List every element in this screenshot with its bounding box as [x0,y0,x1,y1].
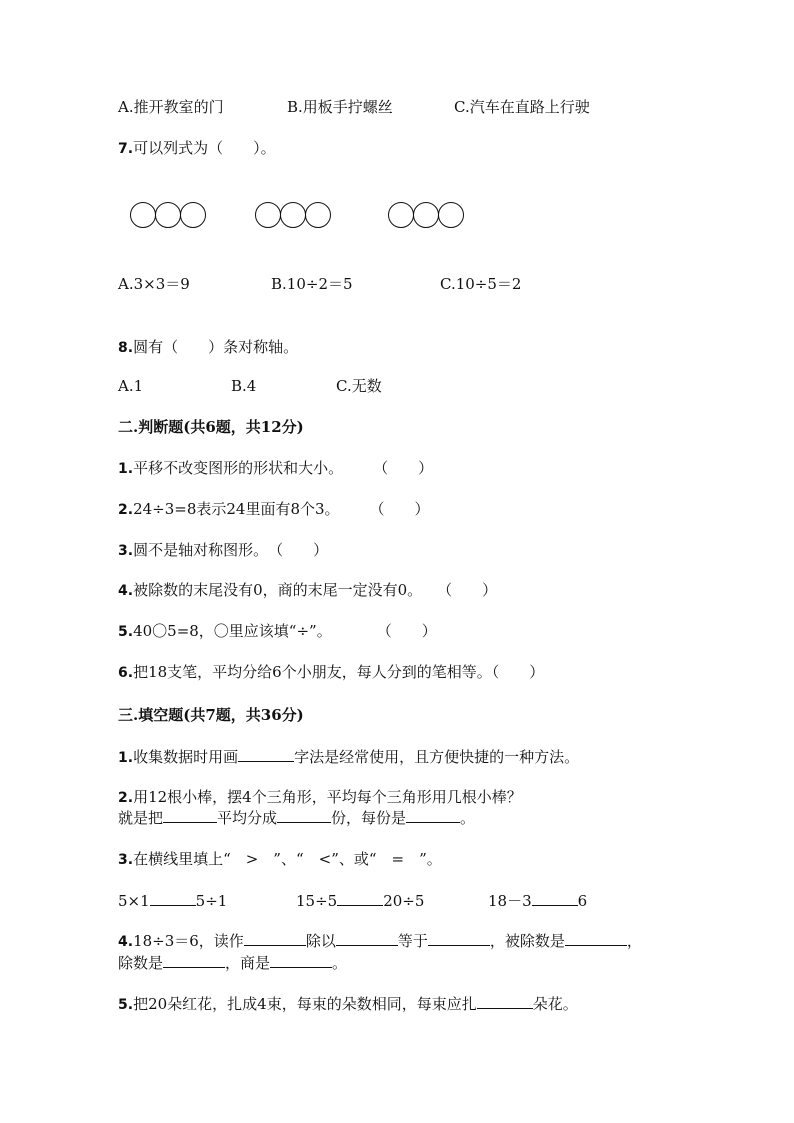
question-text: 圆有（ ）条对称轴。 [133,338,299,356]
compare-item-3 [488,891,587,911]
answer-blank[interactable] [270,953,332,968]
question-number: 1. [118,750,134,766]
answer-blank[interactable] [337,891,383,906]
question-number: 3. [118,852,134,868]
question-number: 4. [118,583,134,599]
question-number: 8. [118,340,134,356]
question-number: 3. [118,543,134,559]
expression-right: 20÷5 [383,892,425,910]
expression-left: 15÷5 [296,892,338,910]
fill-item-2-line2 [118,808,475,828]
judge-item-3 [118,540,328,561]
answer-blank[interactable] [428,931,490,946]
q7-option-c: C.10÷5＝2 [440,275,522,293]
expression-left: 5×1 [118,892,150,910]
question-text: 收集数据时用画 [133,748,239,766]
question-number: 5. [118,624,134,640]
section-heading-judge: 二.判断题(共6题，共12分) [118,418,304,436]
question-text: 等于 [397,932,428,950]
expression-right: 6 [577,892,588,910]
question-text: 朵花。 [532,995,578,1013]
question-text: 被除数的末尾没有0，商的末尾一定没有0。 （ ） [133,581,498,599]
question-text: 除以 [305,932,336,950]
q8-option-c: C.无数 [336,377,382,395]
question-text: 字法是经常使用，且方便快捷的一种方法。 [294,748,580,766]
question-text: 在横线里填上“ > ”、“ <”、或“ = ”。 [133,850,442,868]
compare-item-2 [296,891,424,911]
circle-shape [388,202,414,228]
answer-blank[interactable] [244,931,306,946]
question-text: 把20朵红花，扎成4束，每束的朵数相同，每束应扎 [133,995,477,1013]
q7-option-b: B.10÷2＝5 [271,275,353,293]
circle-shape [180,202,206,228]
q8-option-a: A.1 [118,377,144,395]
q6-option-c: C.汽车在直路上行驶 [454,98,590,116]
answer-blank[interactable] [277,808,331,823]
fill-item-2 [118,787,522,808]
question-text: 。 [460,809,476,827]
circle-shape [155,202,181,228]
expression-left: 18－3 [488,892,532,910]
question-text: 40〇5=8，〇里应该填“÷”。 （ ） [133,622,437,640]
question-number: 1. [118,461,134,477]
judge-item-6 [118,662,544,683]
fill-item-5 [118,994,578,1015]
circle-shape [413,202,439,228]
question-text: 24÷3=8表示24里面有8个3。 （ ） [133,500,430,518]
question-number: 2. [118,502,134,518]
question-number: 2. [118,790,134,806]
question-text: 可以列式为（ ）。 [133,139,276,157]
judge-item-1 [118,458,433,479]
section-heading-fill: 三.填空题(共7题，共36分) [118,706,304,724]
answer-blank[interactable] [336,931,398,946]
answer-blank[interactable] [477,994,533,1009]
answer-blank[interactable] [406,808,460,823]
question-number: 6. [118,665,134,681]
question-number: 7. [118,141,134,157]
circle-shape [305,202,331,228]
question-text: 平均分成 [217,809,278,827]
question-text: 18÷3＝6，读作 [133,932,244,950]
q6-option-b: B.用板手拧螺丝 [287,98,393,116]
q7-option-a: A.3×3＝9 [118,275,190,293]
question-text: 就是把 [118,809,164,827]
question-text: ，被除数是 [489,932,565,950]
question-7 [118,138,276,159]
question-text: 份，每份是 [331,809,407,827]
compare-item-1 [118,891,227,911]
fill-item-1 [118,747,579,768]
circle-shape [130,202,156,228]
question-text: 用12根小棒，摆4个三角形，平均每个三角形用几根小棒？ [133,788,522,806]
fill-item-3 [118,849,442,870]
fill-item-4 [118,931,642,952]
question-number: 5. [118,997,134,1013]
question-text: 。 [332,954,348,972]
answer-blank[interactable] [150,891,196,906]
judge-item-5 [118,621,437,642]
answer-blank[interactable] [163,808,217,823]
question-text: 除数是 [118,954,164,972]
q6-option-a: A.推开教室的门 [118,98,224,116]
question-text: ，商是 [225,954,271,972]
judge-item-4 [118,580,497,601]
circle-shape [438,202,464,228]
q8-option-b: B.4 [231,377,257,395]
answer-blank[interactable] [565,931,627,946]
judge-item-2 [118,499,430,520]
fill-item-4-line2 [118,953,347,973]
answer-blank[interactable] [163,953,225,968]
answer-blank[interactable] [238,747,294,762]
question-text: ， [626,932,642,950]
question-text: 圆不是轴对称图形。 （ ） [133,541,329,559]
question-text: 平移不改变图形的形状和大小。 （ ） [133,459,434,477]
expression-right: 5÷1 [195,892,228,910]
circle-shape [280,202,306,228]
question-8 [118,337,298,358]
circle-shape [255,202,281,228]
question-text: 把18支笔，平均分给6个小朋友，每人分到的笔相等。（ ） [133,663,545,681]
answer-blank[interactable] [532,891,578,906]
question-number: 4. [118,934,134,950]
